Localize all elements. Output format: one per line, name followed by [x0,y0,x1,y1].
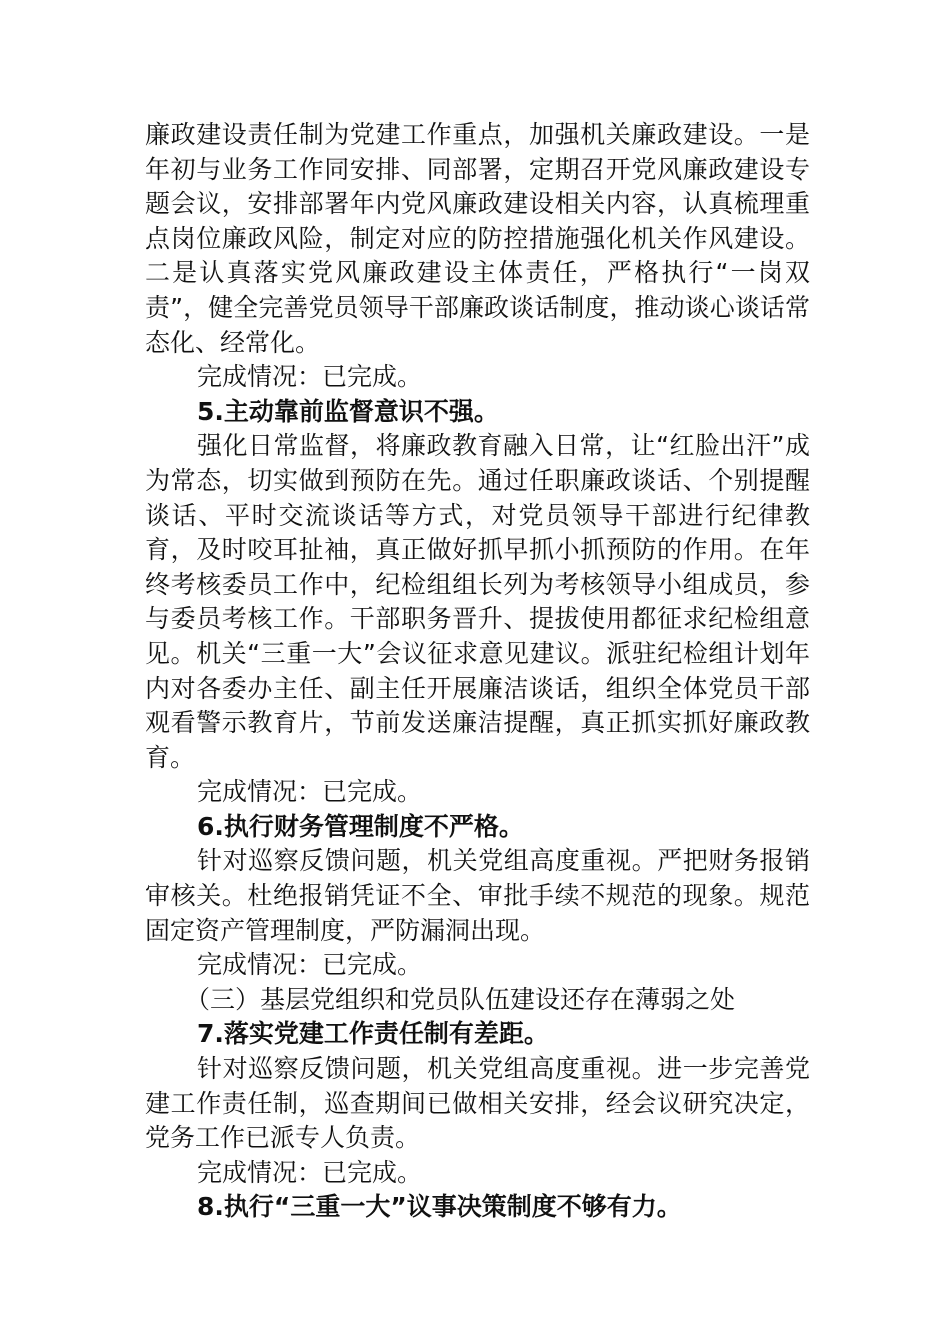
issue-heading-5: 5.主动靠前监督意识不强。 [197,396,499,426]
issue-heading-6: 6.执行财务管理制度不严格。 [197,811,524,841]
issue-heading-8: 8.执行“三重一大”议事决策制度不够有力。 [197,1192,682,1222]
completion-status: 完成情况：已完成。 [197,777,423,807]
completion-status: 完成情况：已完成。 [197,362,423,392]
paragraph-party-building-responsibility: 针对巡察反馈问题，机关党组高度重视。进一步完善党建工作责任制，巡查期间已做相关安排，经会议研究决定，党务工作已派专人负责。 [145,1054,810,1153]
completion-status: 完成情况：已完成。 [197,950,423,980]
completion-status: 完成情况：已完成。 [197,1157,423,1187]
section-heading-3: （三）基层党组织和党员队伍建设还存在薄弱之处 [185,984,736,1014]
paragraph-party-conduct-duty: 廉政建设责任制为党建工作重点，加强机关廉政建设。一是年初与业务工作同安排、同部署，定期召开党风廉政建设专题会议，安排部署年内党风廉政建设相关内容，认真梳理重点岗位廉政风险，制定对应的防控措施强化机关作风建设。二是认真落实党风廉政建设主体责任，严格执行“一岗双责”，健全完善党员领导干部廉政谈话制度，推动谈心谈话常态化、经常化。 [145,120,810,357]
issue-heading-7: 7.落实党建工作责任制有差距。 [197,1019,549,1049]
paragraph-financial-management: 针对巡察反馈问题，机关党组高度重视。严把财务报销审核关。杜绝报销凭证不全、审批手续不规范的现象。规范固定资产管理制度，严防漏洞出现。 [145,846,810,945]
document-body [145,118,810,1225]
paragraph-daily-supervision: 强化日常监督，将廉政教育融入日常，让“红脸出汗”成为常态，切实做到预防在先。通过任职廉政谈话、个别提醒谈话、平时交流谈话等方式，对党员领导干部进行纪律教育，及时咬耳扯袖，真正做好抓早抓小抓预防的作用。在年终考核委员工作中，纪检组组长列为考核领导小组成员，参与委员考核工作。干部职务晋升、提拔使用都征求纪检组意见。机关“三重一大”会议征求意见建议。派驻纪检组计划年内对各委办主任、副主任开展廉洁谈话，组织全体党员干部观看警示教育片，节前发送廉洁提醒，真正抓实抓好廉政教育。 [145,431,810,772]
